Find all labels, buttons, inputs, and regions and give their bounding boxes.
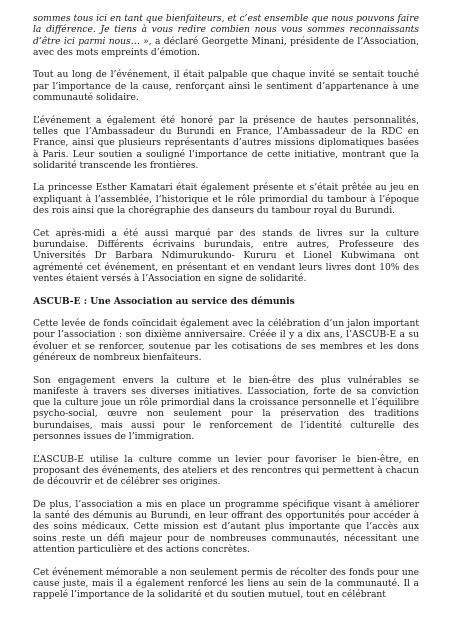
paragraph-book-stands: Cet après-midi a été aussi marqué par des stands de livres sur la culture burundaise. Différents écrivains burundais, entre autres, Professeure des Universités Dr Barbara Ndimurukundo- Kururu et Lionel Kubwimana ont agrémenté cet événement, en présentant et en vendant leurs livres dont 10% des ventes étaient versés à l’Association en signe de solidarité.: [33, 228, 419, 284]
paragraph-dignitaries: L’événement a également été honoré par la présence de hautes personnalités, telles que l’Ambassadeur du Burundi en France, l’Ambassadeur de la RDC en France, ainsi que plusieurs représentants d’autres missions diplomatiques basées à Paris. Leur soutien a souligné l’importance de cette initiative, montrant que la solidarité transcende les frontières.: [33, 115, 419, 171]
quote-attribution: , a déclaré Georgette Minani, présidente de l’Association, avec des mots empreints d’émotion.: [33, 36, 419, 58]
section-heading: ASCUB-E : Une Association au service des démunis: [33, 296, 295, 308]
paragraph-princess: La princesse Esther Kamatari était également présente et s’était prêtée au jeu en expliquant à l’assemblée, l’historique et le rôle primordial du tambour à l’époque des rois ainsi que la chorégraphie des danseurs du tambour royal du Burundi.: [33, 183, 419, 217]
paragraph-anniversary: Cette levée de fonds coïncidait également avec la célébration d’un jalon important pour l’association : son dixième anniversaire. Créée il y a dix ans, l’ASCUB-E a su évoluer et se renforcer, soutenue par les cotisations de ses membres et les dons généreux de nombreux bienfaiteurs.: [33, 319, 419, 363]
paragraph-conclusion: Cet événement mémorable a non seulement permis de récolter des fonds pour une cause juste, mais il a également renforcé les liens au sein de la communauté. Il a rappelé l’importance de la solidarité et du soutien mutuel, tout en célébrant: [33, 567, 419, 601]
paragraph-engagement: Son engagement envers la culture et le bien-être des plus vulnérables se manifeste à travers ses diverses initiatives. L’association, forte de sa conviction que la culture joue un rôle primordial dans la croissance personnelle et l’équilibre psycho-social, œuvre non seulement pour la préservation des traditions burundaises, mais aussi pour le renforcement de l’identité culturelle des personnes issues de l’immigration.: [33, 375, 419, 442]
paragraph-culture-lever: L’ASCUB-E utilise la culture comme un levier pour favoriser le bien-être, en proposant des événements, des ateliers et des rencontres qui permettent à chacun de découvrir et de célébrer ses origines.: [33, 454, 419, 488]
paragraph-health-program: De plus, l’association a mis en place un programme spécifique visant à améliorer la santé des démunis au Burundi, en leur offrant des opportunités pour accéder à des soins médicaux. Cette mission est d’autant plus importante que l’accès aux soins reste un défi majeur pour de nombreuses communautés, nécessitant une attention particulière et des actions concrètes.: [33, 499, 419, 555]
quote-text: sommes tous ici en tant que bienfaiteurs, et c’est ensemble que nous pouvons faire la différence. Je tiens à vous redire combien nous vous sommes reconnaissants d’être ici parmi nous… »: [33, 14, 419, 47]
paragraph-atmosphere: Tout au long de l’événement, il était palpable que chaque invité se sentait touché par l’importance de la cause, renforçant ainsi le sentiment d’appartenance à une communauté solidaire.: [33, 70, 419, 104]
quote-paragraph: [33, 14, 419, 59]
